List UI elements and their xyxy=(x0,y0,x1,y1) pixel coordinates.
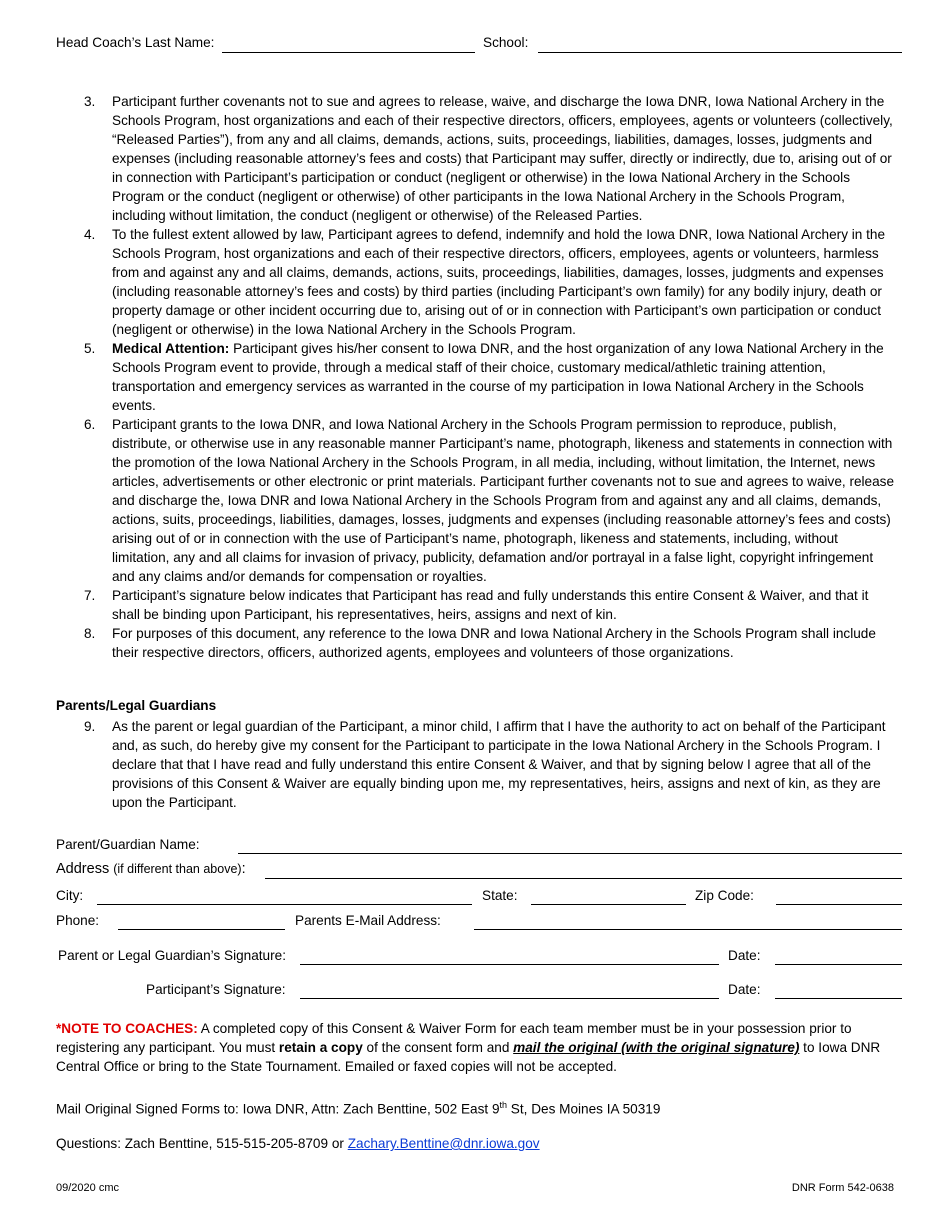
address-label xyxy=(56,861,246,877)
mail-text: Mail Original Signed Forms to: Iowa DNR, Attn: Zach Benttine, 502 East 9 xyxy=(56,1101,500,1117)
guardian-name-label: Parent/Guardian Name: xyxy=(56,837,200,852)
participant-date-field[interactable] xyxy=(775,998,902,999)
item-number: 6. xyxy=(84,417,96,432)
participant-signature-label: Participant’s Signature: xyxy=(146,982,286,997)
questions-line xyxy=(56,1134,902,1153)
footer-date-code: 09/2020 cmc xyxy=(56,1182,119,1194)
city-field[interactable] xyxy=(97,904,472,905)
waiver-item-7 xyxy=(0,586,950,624)
item-number: 9. xyxy=(84,719,96,734)
state-field[interactable] xyxy=(531,904,686,905)
address-field[interactable] xyxy=(265,878,902,879)
note-to-coaches xyxy=(56,1019,902,1076)
guardian-items xyxy=(0,717,950,812)
item-text: To the fullest extent allowed by law, Participant agrees to defend, indemnify and hold the Iowa DNR, Iowa National Archery in the Schools Program, host organizations and each of their respective directors, officers, employees, agents or volunteers, harmless from and against any and all claims, demands, actions, suits, proceedings, liabilities, damages, losses, judgments and expenses (including reasonable attorney’s fees and costs) by third parties (including Participant’s own family) for any bodily injury, death or property damage or other incident occurring due to, arising out of or in connection with Participant’s own participation or conduct (negligent or otherwise) in the Iowa National Archery in the Schools Program. xyxy=(112,227,886,337)
participant-date-label: Date: xyxy=(728,982,761,997)
state-label: State: xyxy=(482,888,518,903)
school-label: School: xyxy=(483,35,529,50)
mail-text: St, Des Moines IA 50319 xyxy=(507,1101,661,1117)
waiver-item-8 xyxy=(0,624,950,662)
item-number: 5. xyxy=(84,341,96,356)
guardian-signature-label: Parent or Legal Guardian’s Signature: xyxy=(58,948,286,963)
item-number: 4. xyxy=(84,227,96,242)
note-text: A completed copy of this Consent & Waiver Form for each team member must be in your possession prior to registering any participant. You must xyxy=(56,1021,852,1055)
waiver-items xyxy=(0,92,950,662)
note-text: to Iowa DNR Central Office or bring to the State Tournament. Emailed or faxed copies will not be accepted. xyxy=(56,1040,881,1074)
mail-sup: th xyxy=(499,1100,508,1110)
footer-form-number: DNR Form 542-0638 xyxy=(791,1182,894,1194)
waiver-item-6 xyxy=(0,415,950,586)
address-colon: : xyxy=(241,861,246,877)
mail-instructions xyxy=(56,1096,902,1119)
guardians-heading: Parents/Legal Guardians xyxy=(56,698,217,713)
item-text: Participant’s signature below indicates that Participant has read and fully understands this entire Consent & Waiver, and that it shall be binding upon Participant, his representatives, heirs, assigns and next of kin. xyxy=(112,588,869,622)
item-number: 7. xyxy=(84,588,96,603)
waiver-item-4 xyxy=(0,225,950,339)
address-note: (if different than above) xyxy=(113,862,242,876)
email-label: Parents E-Mail Address: xyxy=(295,913,441,928)
item-number: 8. xyxy=(84,626,96,641)
item-bold-heading: Medical Attention: xyxy=(112,341,230,356)
guardian-name-field[interactable] xyxy=(238,853,902,854)
item-text: Participant gives his/her consent to Iowa DNR, and the host organization of any Iowa National Archery in the Schools Program event to provide, through a medical staff of their choice, customary medical/athletic training attention, transportation and emergency services as warranted in the course of my participation in Iowa National Archery in the Schools events. xyxy=(112,341,884,413)
coach-last-name-label: Head Coach’s Last Name: xyxy=(56,35,215,50)
item-text: For purposes of this document, any reference to the Iowa DNR and Iowa National Archery in the Schools Program shall include their respective directors, officers, authorized agents, employees and volunteers of those organizations. xyxy=(112,626,876,660)
item-number: 3. xyxy=(84,94,96,109)
waiver-item-5 xyxy=(0,339,950,415)
school-field[interactable] xyxy=(538,52,902,53)
item-text: As the parent or legal guardian of the Participant, a minor child, I affirm that I have the authority to act on behalf of the Participant and, as such, do hereby give my consent for the Participant to participate in the Iowa National Archery in the Schools Program. I declare that that I have read and fully understand this entire Consent & Waiver, and that by signing below I agree that all of the provisions of this Consent & Waiver are equally binding upon me, my representatives, heirs, assigns and next of kin, as they are upon the Participant. xyxy=(112,719,886,810)
contact-email-link[interactable]: Zachary.Benttine@dnr.iowa.gov xyxy=(347,1136,540,1151)
item-text: Participant grants to the Iowa DNR, and Iowa National Archery in the Schools Program permission to reproduce, publish, distribute, or otherwise use in any reasonable manner Participant’s name, photograph, likeness and statements in connection with the promotion of the Iowa National Archery in the Schools Program, in all media, including, without limitation, the Internet, news articles, advertisements or other electronic or print materials. Participant further covenants not to sue and agrees to waive, release and discharge the, Iowa DNR and Iowa National Archery in the Schools Program from and against any and all claims, demands, actions, suits, proceedings, liabilities, damages, losses, judgments and expenses (including reasonable attorney’s fees and costs) arising out of or in connection with the use of Participant’s name, photograph, likeness and statements, including, without limitation, any and all claims for invasion of privacy, publicity, defamation and/or portrayal in a false light, copyright infringement and any claims and/or demands for compensation or royalties. xyxy=(112,417,895,584)
email-field[interactable] xyxy=(474,929,902,930)
guardian-date-field[interactable] xyxy=(775,964,902,965)
item-text: Participant further covenants not to sue and agrees to release, waive, and discharge the Iowa DNR, Iowa National Archery in the Schools Program, host organizations and each of their respective directors, officers, employees, agents or volunteers (collectively, “Released Parties”), from any and all claims, demands, actions, suits, proceedings, liabilities, damages, losses, judgments and expenses (including reasonable attorney’s fees and costs) that Participant may suffer, directly or indirectly, due to, arising out of or in connection with Participant’s participation or conduct (negligent or otherwise) in the Iowa National Archery in the Schools Program or the conduct (negligent or otherwise) of other participants in the Iowa National Archery in the Schools Program, including without limitation, the conduct (negligent or otherwise) of the Released Parties. xyxy=(112,94,893,223)
note-mail-original: mail the original (with the original signature) xyxy=(513,1040,800,1055)
participant-signature-field[interactable] xyxy=(300,998,719,999)
waiver-item-3 xyxy=(0,92,950,225)
note-text: of the consent form and xyxy=(362,1040,514,1055)
note-retain: retain a copy xyxy=(278,1040,363,1055)
note-label: *NOTE TO COACHES: xyxy=(56,1021,198,1036)
address-label-text: Address xyxy=(56,861,110,877)
questions-text: Questions: Zach Benttine, 515-515-205-8709 or xyxy=(56,1136,348,1151)
guardian-date-label: Date: xyxy=(728,948,761,963)
phone-label: Phone: xyxy=(56,913,100,928)
zip-label: Zip Code: xyxy=(695,888,754,903)
city-label: City: xyxy=(56,888,84,903)
coach-last-name-field[interactable] xyxy=(222,52,475,53)
waiver-item-9 xyxy=(0,717,950,812)
zip-field[interactable] xyxy=(776,904,902,905)
phone-field[interactable] xyxy=(118,929,285,930)
guardian-signature-field[interactable] xyxy=(300,964,719,965)
